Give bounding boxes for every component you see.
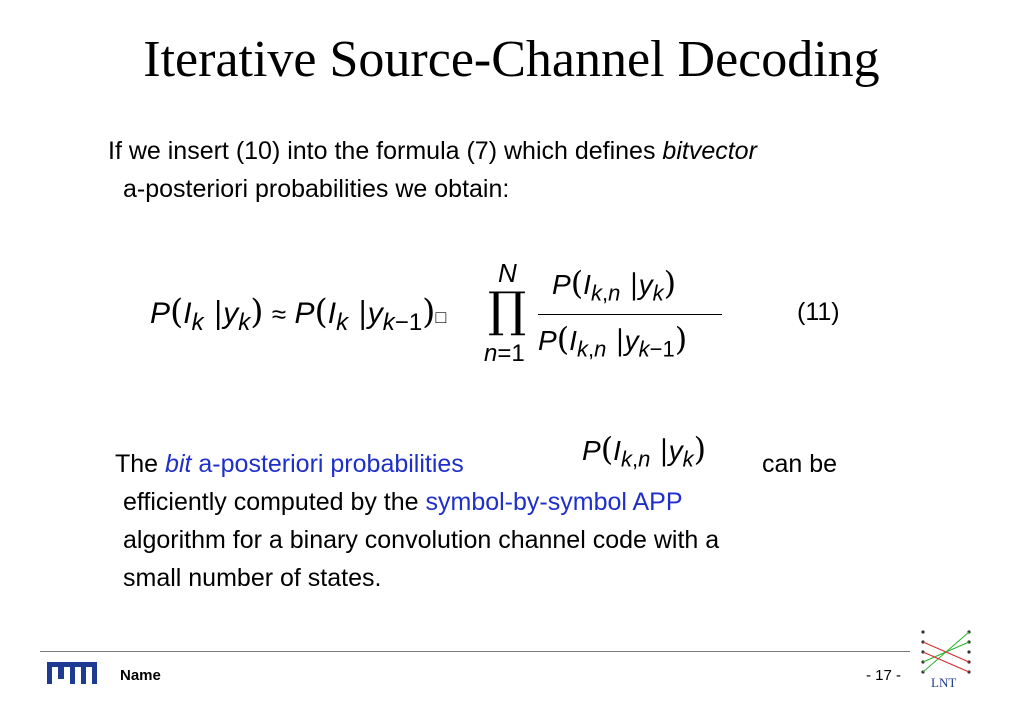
symbol-by-symbol-app-term: symbol-by-symbol APP bbox=[425, 488, 683, 516]
glyph-placeholder: □ bbox=[435, 307, 447, 327]
fraction-numerator: $P(I_{k,n}$ $|y_k$) bbox=[552, 264, 677, 306]
tum-logo-icon bbox=[47, 662, 97, 684]
inline-formula: $P(I_{k,n}$ $|y_k$) bbox=[582, 430, 707, 472]
product-symbol: ∏ bbox=[488, 282, 527, 338]
footer-rule bbox=[40, 651, 910, 652]
can-be-text: can be bbox=[762, 450, 838, 478]
slide-title: Iterative Source-Channel Decoding bbox=[143, 31, 880, 88]
fraction-bar bbox=[538, 314, 722, 315]
equation-number: (11) bbox=[797, 298, 840, 326]
page-number: - 17 - bbox=[866, 667, 902, 684]
intro-line2: a-posteriori probabilities we obtain: bbox=[123, 175, 510, 203]
bit-term: bit bbox=[165, 450, 192, 478]
bit-paragraph-line3: algorithm for a binary convolution channel code with a bbox=[123, 526, 720, 554]
product-lower-limit: n=1 bbox=[484, 340, 525, 367]
intro-line1-text: If we insert (10) into the formula (7) which defines bbox=[108, 137, 656, 165]
app-term: a-posteriori probabilities bbox=[198, 450, 464, 478]
bit-paragraph-line1 bbox=[115, 445, 464, 483]
lnt-logo-icon bbox=[917, 628, 977, 690]
bit-paragraph-line4: small number of states. bbox=[123, 564, 382, 592]
equation-lhs: $P(I_k$ $|y_k) \approx P(I_k$ $|y_{k-1})□$ bbox=[150, 292, 447, 336]
footer-name: Name bbox=[120, 667, 161, 684]
equation-11 bbox=[150, 258, 750, 372]
bit-paragraph-line2 bbox=[123, 483, 683, 521]
lnt-logo-text: LNT bbox=[931, 675, 957, 690]
tum-logo-text: TUM bbox=[47, 660, 50, 661]
line2-pre: efficiently computed by the bbox=[123, 488, 419, 516]
intro-paragraph bbox=[108, 132, 757, 170]
product-upper-limit: N bbox=[498, 258, 517, 288]
intro-emphasis: bitvector bbox=[662, 137, 757, 165]
the-word: The bbox=[115, 450, 159, 478]
fraction-denominator: $P(I_{k,n}$ $|y_{k-1}$) bbox=[538, 320, 688, 362]
